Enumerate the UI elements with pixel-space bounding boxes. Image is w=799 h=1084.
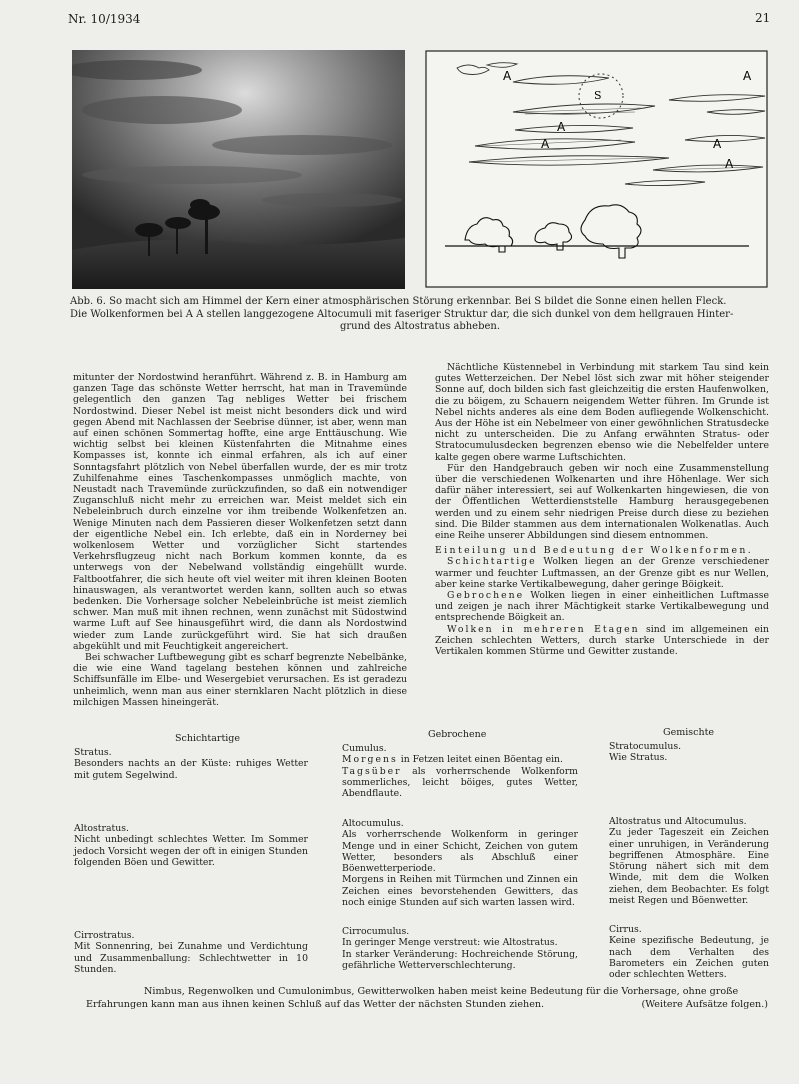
right-paragraph-2: Für den Handgebrauch geben wir noch eine Zusammenstellung über die verschiedenen Wolkenarten und ihre Höhenlage. Wer sich dafür näher interessiert, sei auf Wolkenkarten hingewiesen, die von der Öffentlichen Wetterdienststelle Hamburg herausgegebenen werden und zu einem sehr niedrigen Preise durch diese zu beziehen sind. Die Bilder stammen aus dem internationalen Wolkenatlas. Auch eine Reihe unserer Abbildungen sind diesem entnommen. [435, 462, 769, 542]
table-header-gemischte: Gemischte [663, 727, 715, 738]
right-column [435, 362, 769, 657]
cell-text: Zu jeder Tageszeit ein Zeichen einer unruhigen, in Veränderung begriffenen Atmosphäre. Eine Störung nähert sich mit dem Winde, mit dem die Wolken ziehen, dem Beobachter. Es folgt meist Regen und Böenwetter. [609, 827, 769, 907]
page-number: 21 [755, 11, 771, 25]
right-paragraph-3 [435, 556, 769, 590]
cell-text: Nicht unbedingt schlechtes Wetter. Im Sommer jedoch Vorsicht wegen der oft in einigen Stunden folgenden Böen und Gewitter. [74, 834, 308, 868]
cell-text: Wie Stratus. [609, 752, 668, 764]
cell-title: Cirrostratus. [74, 930, 135, 941]
cell-text-1: In geringer Menge verstreut: wie Altostratus. [342, 937, 558, 949]
cell-text-1: Als vorherrschende Wolkenform in geringer Menge und in einer Schicht, Zeichen von gutem Wetter, besonders als Abschluß einer Böenwetterperiode. [342, 829, 578, 875]
issue-number: Nr. 10/1934 [68, 12, 141, 26]
cell-alto-mixed [609, 816, 769, 906]
left-paragraph-2: Bei schwacher Luftbewegung gibt es scharf begrenzte Nebelbänke, die wie eine Wand tagelang bestehen können und zahlreiche Schiffsunfälle im Elbe- und Wesergebiet verursachen. Es ist geradezu unheimlich, wenn man aus einer sternklaren Nacht plötzlich in diese milchigen Massen hineingerät. [73, 652, 407, 708]
cell-text: Besonders nachts an der Küste: ruhiges Wetter mit gutem Segelwind. [74, 758, 308, 781]
cell-text-2: In starker Veränderung: Hochreichende Störung, gefährliche Wetterverschlechterung. [342, 948, 578, 971]
cell-title: Cirrocumulus. [342, 926, 410, 937]
right-paragraph-4-text: Wolken liegen in einer einheitlichen Luftmasse und zeigen je nach ihrer Mächtigkeit starke Vertikalbewegung und entsprechende Böigkeit an. [435, 590, 769, 624]
cell-cirrus [609, 924, 769, 980]
cell-title: Stratocumulus. [609, 741, 682, 752]
diagram-label-a4: A [743, 69, 752, 83]
right-paragraph-3-text: Wolken liegen an der Grenze verschiedener warmer und feuchter Luftmassen, an der Grenze gibt es nur Wellen, aber keine starke Vertikalbewegung, daher geringe Böigkeit. [435, 556, 769, 590]
cell-title: Altostratus. [74, 823, 129, 834]
cell-title: Altocumulus. [342, 818, 404, 829]
figure-caption [70, 296, 770, 334]
footnote-line-2 [86, 999, 768, 1012]
sky-photograph [72, 50, 405, 289]
cell-term: Tagsüber [342, 765, 402, 777]
cell-term: Morgens [342, 754, 398, 766]
cell-title: Stratus. [74, 747, 112, 758]
cell-altocumulus [342, 818, 578, 908]
right-paragraph-5-text: sind im allgemeinen ein Zeichen schlechten Wetters, durch starke Unterschiede in der Vertikalen kommen Stürme und Gewitter zustande. [435, 623, 769, 658]
cell-cirrostratus [74, 930, 308, 975]
cell-text: als vorherrschende Wolkenform sommerliches, leicht böiges, gutes Wetter, Abendflaute. [342, 765, 578, 800]
cell-text-2 [342, 766, 578, 800]
table-header-schichtartige: Schichtartige [175, 733, 241, 744]
term-gebrochene: Gebrochene [447, 590, 525, 602]
diagram-label-a1: A [503, 69, 512, 83]
cell-text-1 [342, 754, 578, 765]
footnote-line-2-text: Erfahrungen kann man aus ihnen keinen Schluß auf das Wetter der nächsten Stunden ziehen. [86, 998, 545, 1010]
table-footnote [86, 986, 768, 1011]
cell-text: Keine spezifische Bedeutung, je nach dem Verhalten des Barometers ein Zeichen guten oder schlechten Wetters. [609, 935, 769, 981]
cell-text: in Fetzen leitet einen Böentag ein. [397, 754, 563, 766]
diagram-label-a5: A [713, 137, 722, 151]
diagram-label-a2: A [557, 120, 566, 134]
caption-line-2: Die Wolkenformen bei A A stellen langgezogene Altocumuli mit faseriger Struktur dar, die sich dunkel von dem hellgrauen Hinter- [70, 308, 734, 320]
cell-text: Mit Sonnenring, bei Zunahme und Verdichtung und Zusammenballung: Schlechtwetter in 10 Stunden. [74, 941, 308, 975]
cell-altostratus [74, 823, 308, 868]
cloud-diagram-drawing [425, 50, 768, 288]
cell-title: Cirrus. [609, 924, 642, 935]
table-header-gebrochene: Gebrochene [428, 729, 487, 740]
section-heading: Einteilung und Bedeutung der Wolkenformen. [435, 545, 754, 557]
cell-cirrocumulus [342, 926, 578, 971]
term-mehrere-etagen: Wolken in mehreren Etagen [447, 623, 640, 635]
left-column [73, 372, 407, 708]
cell-stratus [74, 747, 308, 781]
term-schichtartige: Schichtartige [447, 556, 537, 568]
diagram-label-s: S [594, 89, 602, 102]
footnote-line-1: Nimbus, Regenwolken und Cumulonimbus, Gewitterwolken haben meist keine Bedeutung für die Vorhersage, ohne große [144, 986, 739, 997]
diagram-label-a6: A [725, 157, 734, 171]
diagram-label-a3: A [541, 137, 550, 151]
caption-line-1: Abb. 6. So macht sich am Himmel der Kern einer atmosphärischen Störung erkennbar. Bei S bildet die Sonne einen hellen Fleck. [70, 296, 727, 307]
cell-title: Altostratus und Altocumulus. [609, 816, 747, 827]
cell-title: Cumulus. [342, 743, 387, 754]
left-paragraph-1: mitunter der Nordostwind heranführt. Während z. B. in Hamburg am ganzen Tage das schönste Wetter herrscht, hat man in Travemünde gelegentlich den ganzen Tag nebliges Wetter bei frischem Nordostwind. Dieser Nebel ist meist nicht besonders dick und wird gegen Abend mit Nachlassen der Seebrise dünner, ist aber, wenn man auf einen schönen Sommertag hoffte, eine arge Enttäuschung. Wie wichtig selbst bei kleinen Küstenfahrten die Mitnahme eines Kompasses ist, konnte ich einmal erfahren, als ich auf einer Sonntagsfahrt plötzlich von Nebel überfallen wurde, der es mir trotz Zuhilfenahme eines Taschenkompasses unmöglich machte, von Neustadt nach Travemünde zurückzufinden, so daß ein notwendiger Zuganschluß nicht mehr zu erreichen war. Meist meldet sich ein Nebeleinbruch durch einzelne vor ihm treibende Wolkenfetzen an. Wenige Minuten nach dem Passieren dieser Wolkenfetzen setzt dann der eigentliche Nebel ein. Ich erlebte, daß ein in Norderney bei wolkenlosem Wetter und vorzüglicher Sicht startendes Verkehrsflugzeug nicht nach Borkum kommen konnte, da es unterwegs von der Nebelwand vollständig eingehüllt wurde. Faltbootfahrer, die sich heute oft viel weiter mit ihren kleinen Booten hinauswagen, als verantwortet werden kann, sollten auch so etwas bedenken. Die Vorhersage solcher Nebeleinbrüche ist meist ziemlich schwer. Man muß mit ihnen rechnen, wenn zunächst mit Südostwind warme Luft auf See hinausgeführt wird, die dann als Nordostwind wieder zum Lande zurückgeführt wird. Sie hat sich draußen abgekühlt und mit Feuchtigkeit angereichert. [73, 372, 407, 652]
cell-text-2: Morgens in Reihen mit Türmchen und Zinnen ein Zeichen eines bevorstehenden Gewitters, das noch einige Stunden auf sich warten lassen wird. [342, 874, 578, 909]
cell-stratocumulus [609, 741, 769, 764]
continued-note: (Weitere Aufsätze folgen.) [641, 998, 768, 1010]
sky-photo-image [72, 50, 405, 289]
right-paragraph-4 [435, 590, 769, 624]
cell-cumulus [342, 743, 578, 799]
caption-line-3: grund des Altostratus abheben. [339, 321, 501, 332]
cloud-diagram [425, 50, 768, 288]
right-paragraph-5 [435, 624, 769, 658]
right-paragraph-1: Nächtliche Küstennebel in Verbindung mit starkem Tau sind kein gutes Wetterzeichen. Der Nebel löst sich zwar mit höher steigender Sonne auf, doch bilden sich fast gleichzeitig die ersten Haufenwolken, die zu böigem, zu Schauern neigendem Wetter führen. Im Grunde ist Nebel nichts anderes als eine dem Boden aufliegende Wolkenschicht. Aus der Höhe ist ein Nebelmeer von einer gewöhnlichen Stratusdecke nicht zu unterscheiden. Die zu Anfang erwähnten Stratus- oder Stratocumulusdecken begrenzen ebenso wie die Nebelfelder untere kalte gegen obere warme Luftschichten. [435, 362, 769, 463]
